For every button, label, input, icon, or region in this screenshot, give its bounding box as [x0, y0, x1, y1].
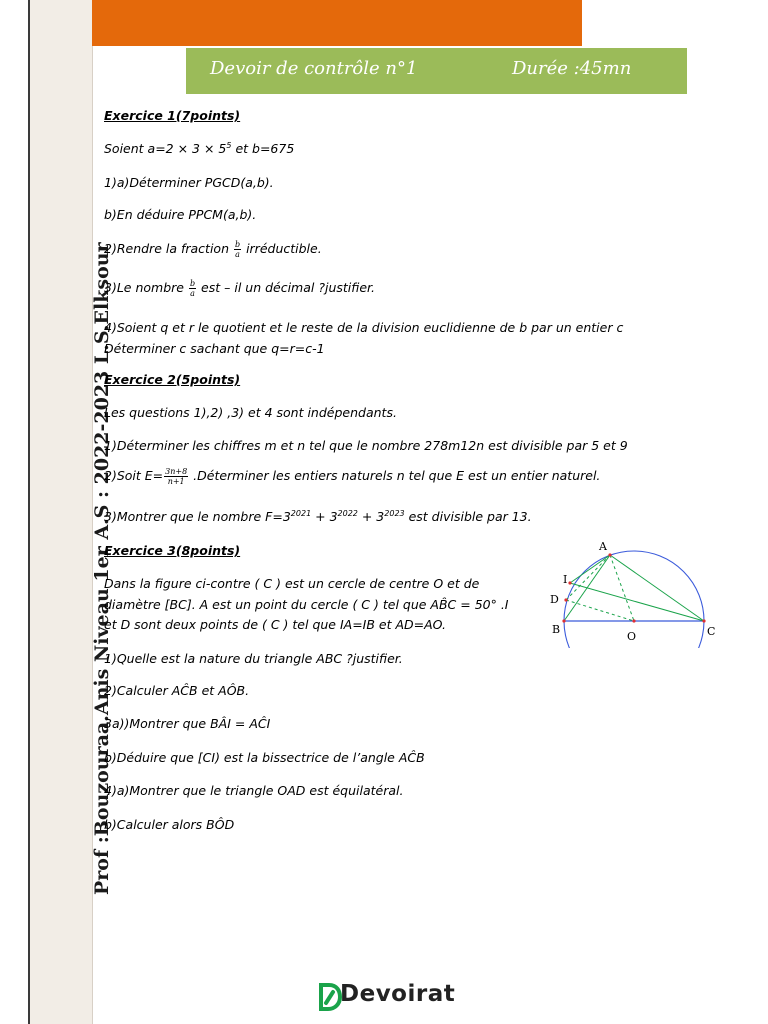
segment-ai	[570, 555, 610, 583]
point-c	[702, 619, 705, 622]
exercise3-q4a: 4)a)Montrer que le triangle OAD est équilatéral.	[104, 783, 404, 798]
exercise1-q4-line2: Déterminer c sachant que q=r=c-1	[104, 341, 325, 356]
exercise3-q3a: 3a))Montrer que BÂI = AĈI	[104, 716, 271, 731]
exercise1-q3: 3)Le nombre $\frac{b}{a}$ est – il un décimal ?justifier.	[104, 279, 375, 298]
exercise3-intro-line2: diamètre [BC]. A est un point du cercle ( C ) tel que AB̂C = 50° .I	[104, 597, 509, 612]
exercise3-q3b: b)Déduire que [CI) est la bissectrice de l’angle AĈB	[104, 750, 425, 765]
orange-header-bar	[92, 0, 582, 46]
exam-title: Devoir de contrôle n°1	[210, 58, 418, 79]
label-o: O	[627, 630, 637, 643]
exercise1-q1a: 1)a)Déterminer PGCD(a,b).	[104, 175, 274, 190]
exercise3-intro-line1: Dans la figure ci-contre ( C ) est un cercle de centre O et de	[104, 576, 480, 591]
exercise1-heading: Exercice 1(7points)	[104, 108, 241, 123]
exercise3-q4b: b)Calculer alors BÔD	[104, 817, 235, 832]
exercise1-intro: Soient $a=2 \times 3 \times 5^5$ et b=675	[104, 141, 295, 157]
exercise1-q2: 2)Rendre la fraction $\frac{b}{a}$ irréductible.	[104, 240, 322, 259]
exam-duration: Durée :45mn	[512, 58, 632, 79]
label-a: A	[599, 540, 607, 553]
label-i: I	[563, 573, 568, 586]
point-b	[562, 619, 565, 622]
exercise1-q4-line1: 4)Soient q et r le quotient et le reste de la division euclidienne de b par un entier c	[104, 320, 624, 335]
circle-figure	[548, 538, 728, 648]
devoirat-logo	[318, 980, 458, 1012]
exercise1-q1b: b)En déduire PPCM(a,b).	[104, 207, 257, 222]
header-title-box	[184, 46, 687, 94]
label-b: B	[552, 623, 561, 636]
exercise3-q2: 2)Calculer AĈB et AÔB.	[104, 683, 250, 698]
exercise3-heading: Exercice 3(8points)	[104, 543, 241, 558]
label-d: D	[550, 593, 559, 606]
exercise2-q2: 2)Soit E= $\frac{3n+8}{n+1}$ .Déterminer les entiers naturels n tel que E est un entier naturel.	[104, 467, 601, 486]
devoirat-logo-text: Devoirat	[340, 981, 456, 1007]
exercise2-intro: Les questions 1),2) ,3) et 4 sont indépendants.	[104, 405, 397, 420]
exercise3-q1: 1)Quelle est la nature du triangle ABC ?justifier.	[104, 651, 403, 666]
exercise3-intro-line3: et D sont deux points de ( C ) tel que IA=IB et AD=AO.	[104, 617, 446, 632]
segment-ac	[610, 555, 704, 621]
exercise2-q1: 1)Déterminer les chiffres m et n tel que le nombre 278m12n est divisible par 5 et 9	[104, 438, 628, 453]
exercise2-q3: 3)Montrer que le nombre $F=3^{2021} + 3^{2022} + 3^{2023}$ est divisible par 13.	[104, 509, 532, 525]
segment-ad	[566, 555, 610, 600]
segment-ao	[610, 555, 634, 621]
devoirat-logo-icon	[318, 982, 342, 1012]
segment-ci	[570, 583, 704, 621]
exercise2-heading: Exercice 2(5points)	[104, 372, 241, 387]
point-a	[608, 553, 611, 556]
sidebar-author-level-year: Prof :Bouzouraa.Anis Niveau 1er A.S : 2022-2023 L.S.Elksour	[91, 242, 113, 895]
point-i	[568, 581, 571, 584]
point-o	[632, 619, 635, 622]
sidebar-panel	[30, 0, 113, 1024]
point-d	[564, 598, 567, 601]
label-c: C	[707, 625, 716, 638]
